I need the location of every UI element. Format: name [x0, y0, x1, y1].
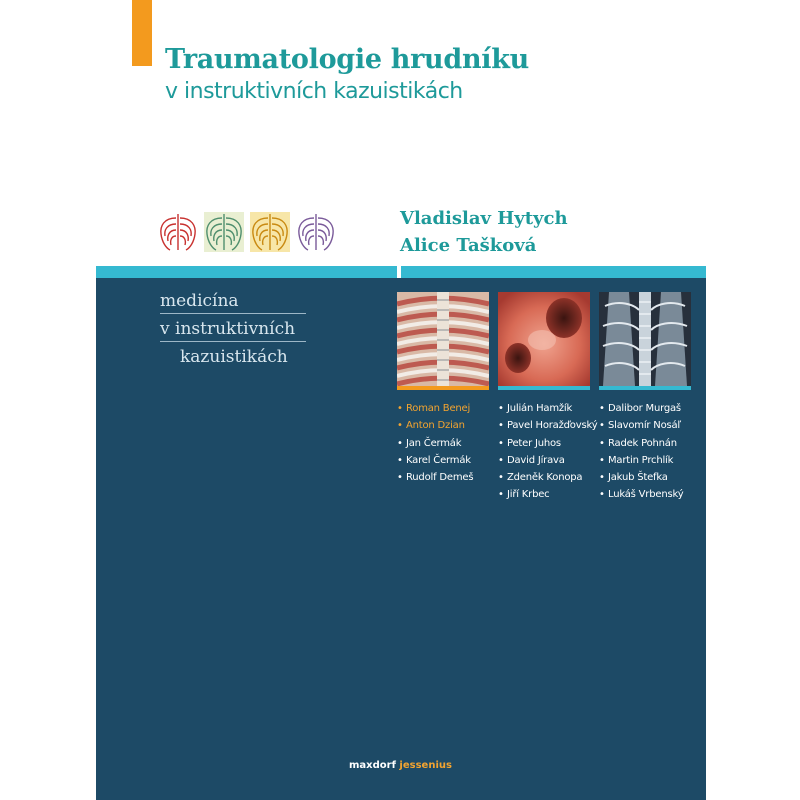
contributor-name: • Rudolf Demeš: [397, 472, 474, 484]
red-ribcage-icon: [161, 214, 195, 250]
contributors-column-2: [498, 400, 597, 504]
book-title: Traumatologie hrudníku: [165, 44, 529, 75]
photo-underline: [397, 386, 489, 390]
contributor-name: • Pavel Horažďovský: [498, 420, 598, 432]
contributor-name: • Jiří Krbec: [498, 489, 550, 501]
contributor-name: • Martin Prchlík: [599, 454, 674, 466]
contributor-name: • Zdeněk Konopa: [498, 472, 583, 484]
book-subtitle: v instruktivních kazuistikách: [165, 79, 463, 104]
contributor-name: • Peter Juhos: [498, 437, 561, 449]
contributor-name: • Roman Benej: [397, 403, 471, 414]
contributor-name: • David Jírava: [498, 454, 565, 466]
ct-scan-photo: [599, 292, 691, 386]
contributor-name: • Karel Čermák: [397, 454, 471, 466]
green-ribcage-icon: [204, 212, 244, 252]
endoscopy-photo: [498, 292, 590, 386]
publisher-logo: [349, 760, 452, 771]
series-rule: [160, 313, 306, 314]
yellow-ribcage-icon: [250, 212, 290, 252]
series-line-1: medicína: [160, 290, 295, 318]
contributor-name: • Julián Hamžík: [498, 403, 573, 414]
photo-underline: [498, 386, 590, 390]
purple-ribcage-icon: [299, 214, 333, 250]
ribcage-icons: [158, 210, 338, 254]
contributor-name: • Jan Čermák: [397, 437, 462, 449]
series-label: [160, 290, 295, 374]
thorax-illustration: [397, 292, 489, 386]
contributor-name: • Lukáš Vrbenský: [599, 489, 684, 501]
publisher-imprint: jessenius: [399, 760, 452, 771]
publisher-name: maxdorf: [349, 760, 396, 771]
accent-bar: [132, 0, 152, 66]
series-line-3: kazuistikách: [180, 347, 288, 367]
contributors-column-1: [397, 400, 473, 486]
contributor-name: • Radek Pohnán: [599, 437, 677, 449]
contributor-name: • Dalibor Murgaš: [599, 403, 681, 414]
series-rule: [160, 341, 306, 342]
contributor-name: • Anton Dzian: [397, 420, 465, 432]
series-line-2: v instruktivních: [160, 318, 295, 346]
stripe-gap: [397, 266, 401, 278]
contributor-name: • Jakub Štefka: [599, 472, 668, 484]
contributor-name: • Slavomír Nosáľ: [599, 420, 681, 432]
author-2: Alice Tašková: [400, 235, 537, 256]
contributors-column-3: [599, 400, 683, 504]
photo-underline: [599, 386, 691, 390]
author-1: Vladislav Hytych: [400, 208, 568, 229]
cyan-stripe: [96, 266, 706, 278]
